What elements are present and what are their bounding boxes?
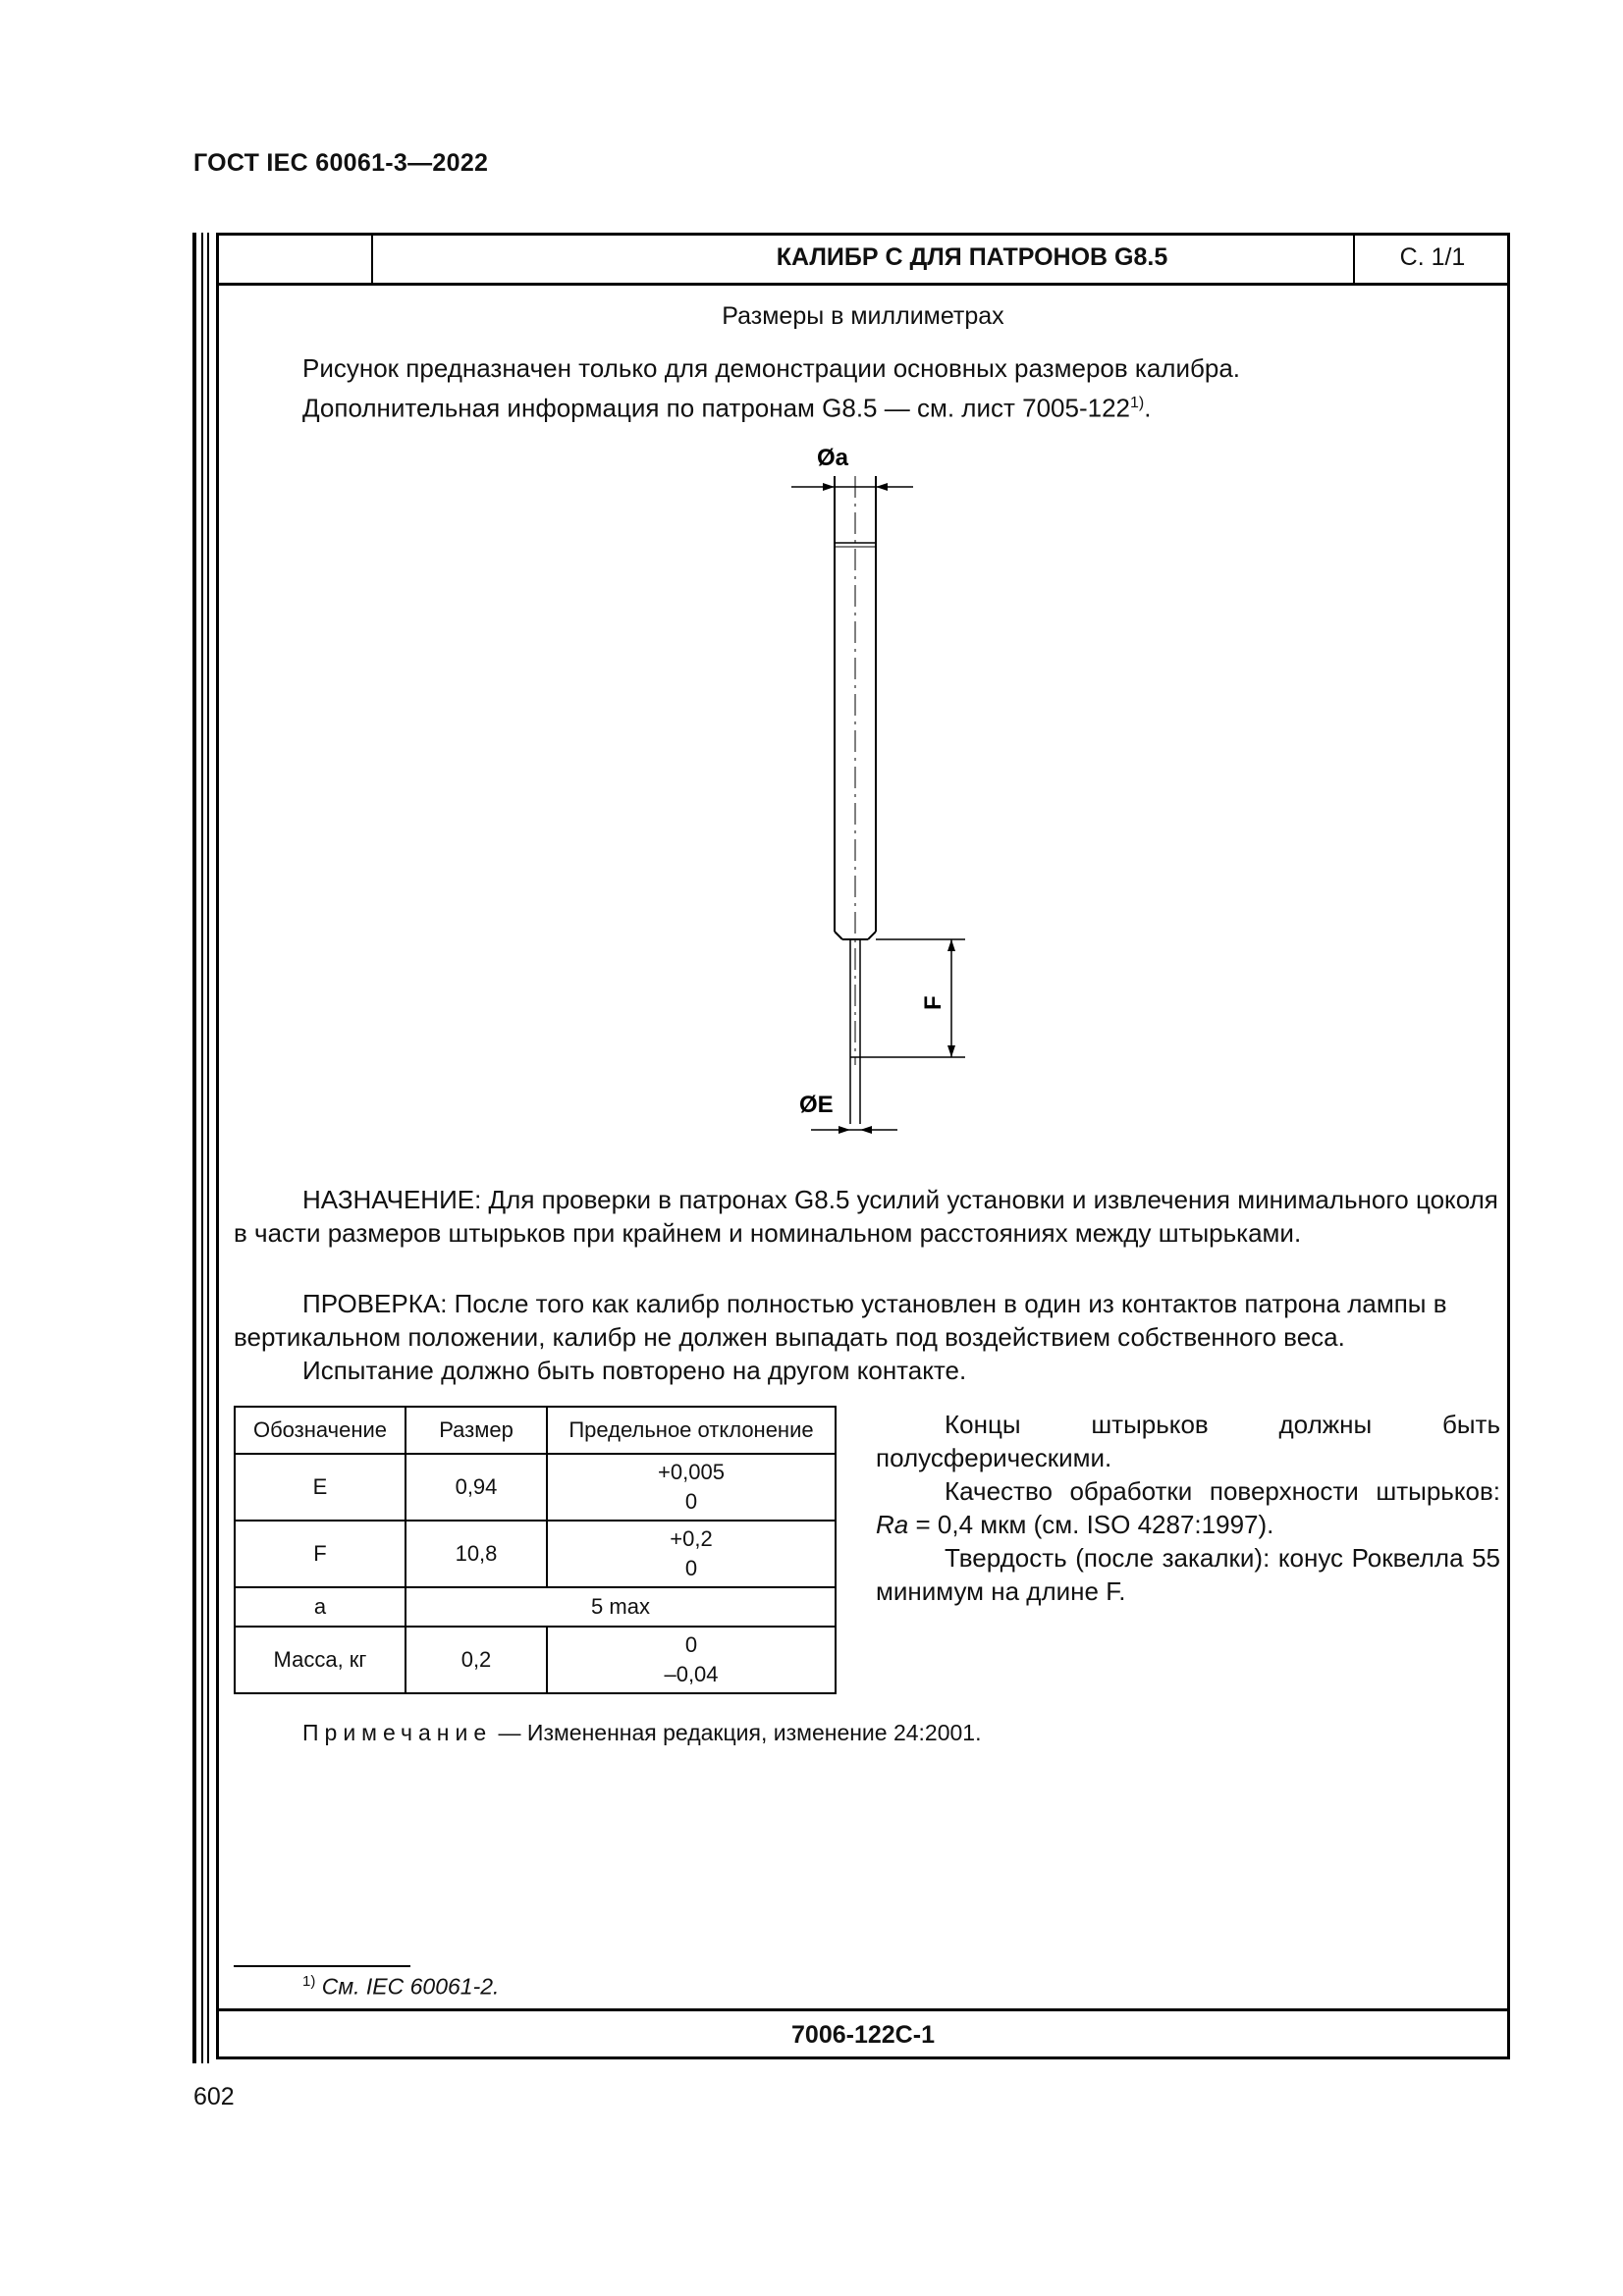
dim-f-arrow-bottom (947, 1045, 955, 1057)
row-name: a (235, 1587, 406, 1627)
side-note-3: Твердость (после закалки): конус Роквелла 55 минимум на длине F. (876, 1543, 1500, 1606)
header-size: Размер (406, 1407, 547, 1454)
table-row (235, 1587, 836, 1627)
footnote-separator (234, 1965, 410, 1967)
page-number: 602 (193, 2083, 235, 2110)
dim-e-arrow-right (860, 1126, 872, 1134)
header-designation: Обозначение (235, 1407, 406, 1454)
footnote-ref: 1) (1130, 395, 1145, 411)
tol-upper: +0,005 (658, 1460, 725, 1484)
check-paragraph-2: Испытание должно быть повторено на другом контакте. (302, 1356, 967, 1385)
tol-upper: 0 (684, 1632, 698, 1657)
label-dia-e: ØE (799, 1092, 834, 1118)
chamfer-right (868, 932, 876, 939)
title-empty-cell (216, 233, 373, 283)
check-paragraph: ПРОВЕРКА: После того как калибр полностью установлен в один из контактов патрона лампы в вертикальном положении, калибр не должен выпадать под воздействием собственного веса. (234, 1289, 1447, 1352)
row-tolerance (547, 1454, 836, 1521)
chamfer-left (835, 932, 842, 939)
sheet-page-number: С. 1/1 (1353, 233, 1510, 283)
note-label: Примечание (302, 1720, 493, 1745)
note (302, 1720, 982, 1746)
table-row (235, 1521, 836, 1587)
side-note-2-a: Качество обработки поверхности штырьков: (945, 1476, 1500, 1506)
intro-text (302, 351, 1240, 426)
side-note-2 (876, 1474, 1500, 1541)
left-rule-3 (207, 233, 209, 2063)
dim-a-arrow-left (823, 483, 835, 491)
side-notes (876, 1408, 1500, 1608)
intro-line-2 (302, 386, 1240, 426)
tol-lower: –0,04 (664, 1662, 719, 1686)
intro-line-2-end: . (1144, 393, 1152, 423)
dim-a-arrow-right (876, 483, 888, 491)
sheet-code: 7006-122C-1 (216, 2008, 1510, 2059)
left-rule-1 (192, 233, 196, 2063)
note-text: — Измененная редакция, изменение 24:2001. (492, 1720, 982, 1745)
row-tolerance (547, 1521, 836, 1587)
purpose-paragraph: НАЗНАЧЕНИЕ: Для проверки в патронах G8.5 усилий установки и извлечения минимального цоколя в части размеров штырьков при крайнем и номинальном расстояниях между штырьками. (234, 1185, 1498, 1248)
gauge-drawing (766, 437, 1021, 1153)
tol-lower: 0 (684, 1556, 698, 1580)
row-name: E (235, 1454, 406, 1521)
ra-symbol: Ra (876, 1510, 909, 1539)
intro-line-2-text: Дополнительная информация по патронам G8.5 — см. лист 7005-122 (302, 393, 1130, 423)
spec-table (234, 1406, 837, 1694)
table-header-row (235, 1407, 836, 1454)
row-size: 0,2 (406, 1627, 547, 1693)
table-row (235, 1627, 836, 1693)
units-label: Размеры в миллиметрах (722, 302, 1004, 330)
label-dia-a: Øa (817, 445, 849, 471)
row-name: F (235, 1521, 406, 1587)
label-f: F (920, 995, 947, 1010)
side-note-1: Концы штырьков должны быть полусферическими. (876, 1410, 1500, 1472)
tol-upper: +0,2 (670, 1526, 713, 1551)
side-note-2-b: = 0,4 мкм (см. ISO 4287:1997). (908, 1510, 1274, 1539)
left-rule-2 (201, 233, 203, 2063)
table-row (235, 1454, 836, 1521)
sheet-title: КАЛИБР С ДЛЯ ПАТРОНОВ G8.5 (776, 243, 1168, 271)
dim-e-arrow-left (839, 1126, 850, 1134)
row-name: Масса, кг (235, 1627, 406, 1693)
intro-line-1: Рисунок предназначен только для демонстрации основных размеров калибра. (302, 353, 1241, 383)
tol-lower: 0 (684, 1489, 698, 1514)
row-tolerance (547, 1627, 836, 1693)
dim-f-arrow-top (947, 939, 955, 951)
row-size: 10,8 (406, 1521, 547, 1587)
footnote-text: См. IEC 60061-2. (315, 1973, 500, 2000)
header-tolerance: Предельное отклонение (547, 1407, 836, 1454)
footnote (302, 1973, 499, 2001)
document-header: ГОСТ IEC 60061-3—2022 (193, 149, 489, 177)
row-size: 0,94 (406, 1454, 547, 1521)
sheet-title-bar (216, 233, 1510, 286)
footnote-mark: 1) (302, 1973, 316, 1990)
row-merged-value: 5 max (406, 1587, 836, 1627)
